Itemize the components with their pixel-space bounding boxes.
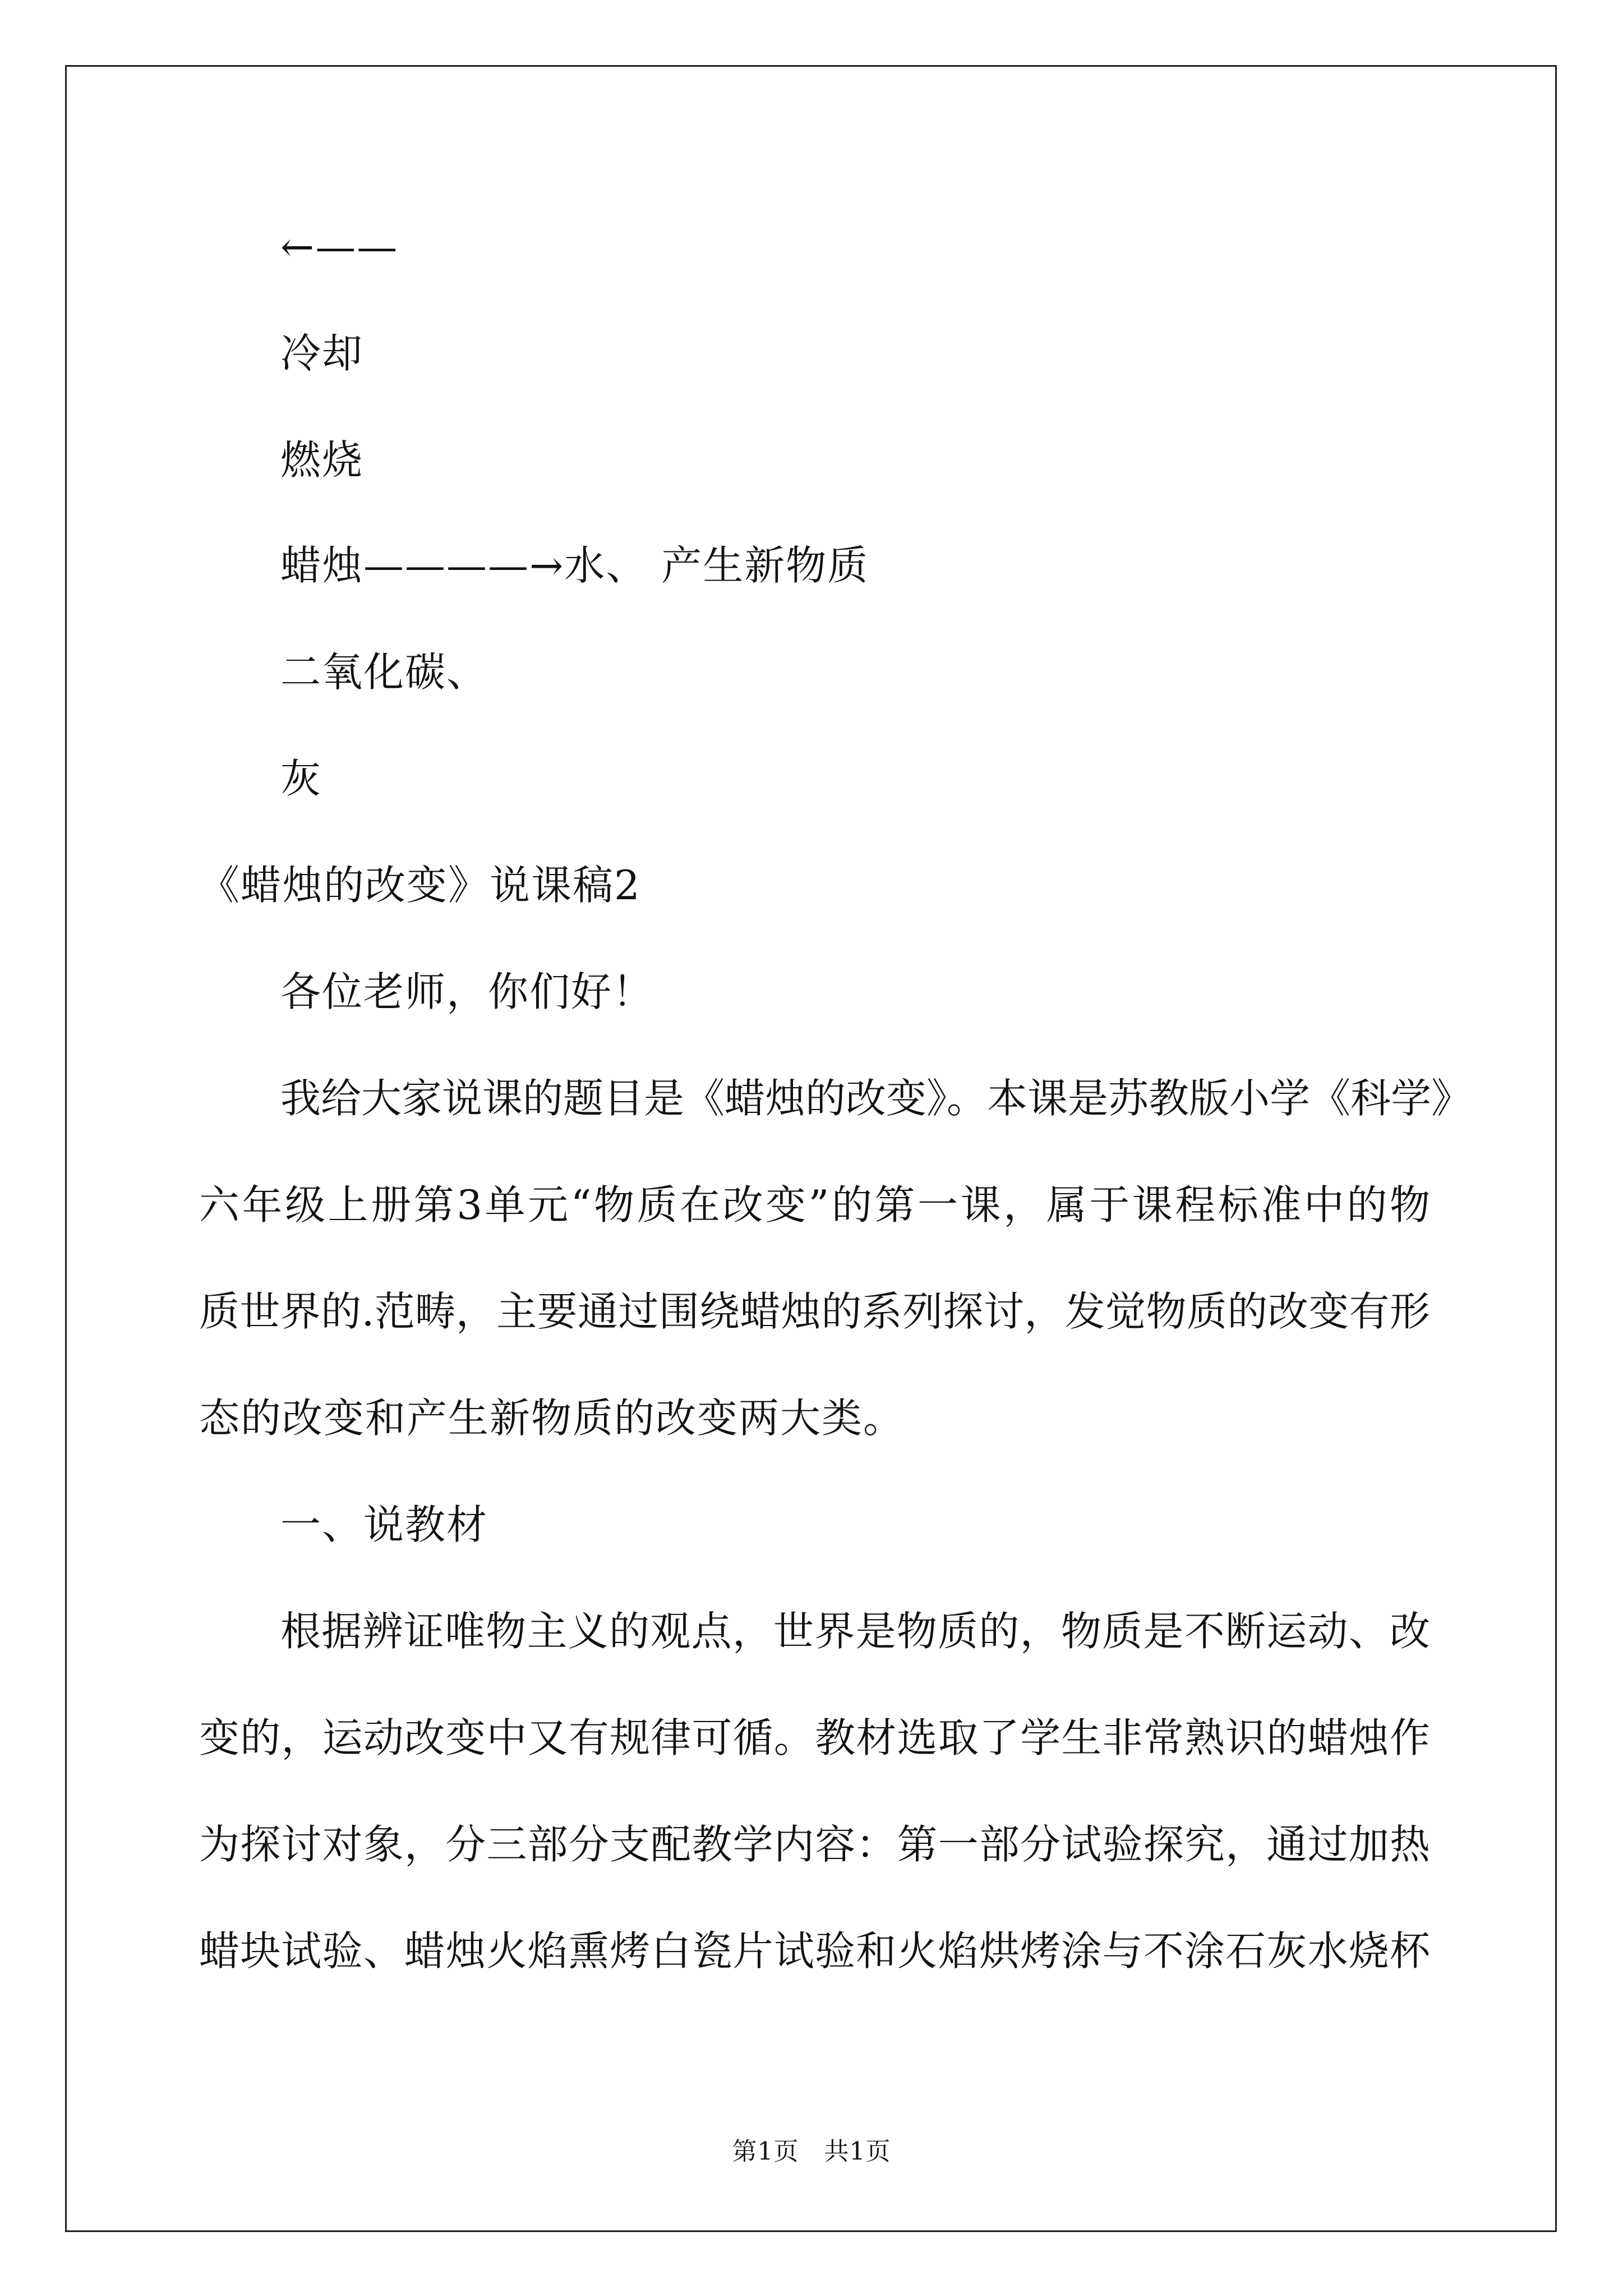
body-line-3: 为探讨对象，分三部分支配教学内容：第一部分试验探究，通过加热 [199,1821,1430,1868]
diagram-equation: 蜡烛————→水、 产生新物质 [280,542,869,589]
diagram-label-burn: 燃烧 [280,436,364,484]
page-border [65,65,1557,2232]
diagram-label-cool: 冷却 [280,330,364,377]
intro-line-3: 质世界的.范畴，主要通过围绕蜡烛的系列探讨，发觉物质的改变有形 [199,1288,1430,1335]
intro-line-4: 态的改变和产生新物质的改变两大类。 [199,1395,905,1442]
section-heading: 一、说教材 [280,1501,488,1548]
diagram-arrow-top: ←—— [280,223,399,270]
intro-line-2: 六年级上册第3单元“物质在改变”的第一课，属于课程标准中的物 [199,1181,1430,1228]
intro-line-1: 我给大家说课的题目是《蜡烛的改变》。本课是苏教版小学《科学》 [280,1075,1472,1122]
body-line-1: 根据辨证唯物主义的观点，世界是物质的，物质是不断运动、改 [280,1608,1430,1655]
body-line-4: 蜡块试验、蜡烛火焰熏烤白瓷片试验和火焰烘烤涂与不涂石灰水烧杯 [199,1927,1430,1975]
greeting: 各位老师，你们好！ [280,968,654,1015]
diagram-product-co2: 二氧化碳、 [280,648,488,696]
section-title: 《蜡烛的改变》说课稿2 [199,862,641,909]
body-line-2: 变的，运动改变中又有规律可循。教材选取了学生非常熟识的蜡烛作 [199,1714,1430,1761]
diagram-product-ash: 灰 [280,755,322,802]
page-number-footer: 第1页 共1页 [732,2137,891,2166]
